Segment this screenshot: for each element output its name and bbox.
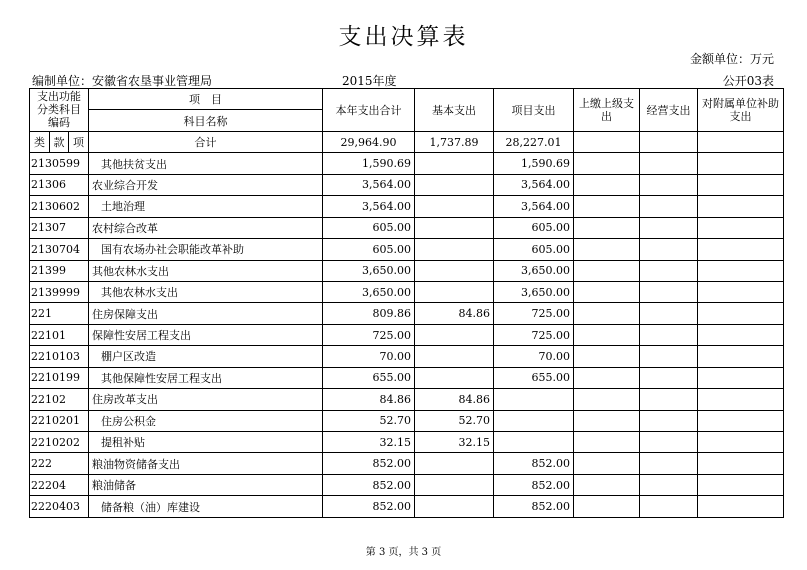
cell-project xyxy=(494,432,574,453)
cell-subsidy xyxy=(698,260,784,281)
subject-code: 221 xyxy=(30,303,89,324)
cell-total: 32.15 xyxy=(323,432,415,453)
cell-total: 605.00 xyxy=(323,217,415,238)
cell-total: 52.70 xyxy=(323,410,415,431)
subject-code: 21306 xyxy=(30,174,89,195)
page-footer: 第 3 页，共 3 页 xyxy=(365,547,442,558)
amount-unit: 金额单位：万元 xyxy=(689,52,774,66)
cell-remit xyxy=(574,453,640,474)
cell-remit xyxy=(574,153,640,174)
cell-project: 605.00 xyxy=(494,217,574,238)
total-project: 28,227.01 xyxy=(494,131,574,152)
cell-remit xyxy=(574,346,640,367)
header-subject-name: 科目名称 xyxy=(89,110,323,131)
header-xiang: 项 xyxy=(69,131,89,152)
subject-name: 住房保障支出 xyxy=(89,303,323,324)
cell-project: 852.00 xyxy=(494,453,574,474)
cell-remit xyxy=(574,474,640,495)
page-title: 支出决算表 xyxy=(338,24,469,50)
subject-name: 储备粮（油）库建设 xyxy=(89,496,323,517)
cell-basic xyxy=(415,217,494,238)
subject-code: 2210202 xyxy=(30,432,89,453)
cell-subsidy xyxy=(698,174,784,195)
subject-code: 2130602 xyxy=(30,196,89,217)
cell-remit xyxy=(574,410,640,431)
cell-total: 725.00 xyxy=(323,324,415,345)
cell-basic xyxy=(415,281,494,302)
cell-business xyxy=(640,196,698,217)
table-row xyxy=(30,217,784,238)
cell-subsidy xyxy=(698,367,784,388)
subject-code: 2210103 xyxy=(30,346,89,367)
cell-total: 3,650.00 xyxy=(323,260,415,281)
cell-project: 852.00 xyxy=(494,474,574,495)
cell-remit xyxy=(574,389,640,410)
cell-business xyxy=(640,367,698,388)
cell-project: 655.00 xyxy=(494,367,574,388)
table-row xyxy=(30,324,784,345)
cell-project: 3,650.00 xyxy=(494,260,574,281)
cell-subsidy xyxy=(698,474,784,495)
subject-code: 21399 xyxy=(30,260,89,281)
table-row xyxy=(30,239,784,260)
table-row xyxy=(30,453,784,474)
cell-remit xyxy=(574,196,640,217)
cell-total: 655.00 xyxy=(323,367,415,388)
cell-total: 84.86 xyxy=(323,389,415,410)
cell-remit xyxy=(574,367,640,388)
total-remit xyxy=(574,131,640,152)
table-row xyxy=(30,346,784,367)
total-label: 合计 xyxy=(89,131,323,152)
cell-total: 1,590.69 xyxy=(323,153,415,174)
table-row xyxy=(30,174,784,195)
cell-basic: 52.70 xyxy=(415,410,494,431)
subject-name: 保障性安居工程支出 xyxy=(89,324,323,345)
cell-basic xyxy=(415,346,494,367)
cell-subsidy xyxy=(698,217,784,238)
cell-basic xyxy=(415,239,494,260)
subject-code: 222 xyxy=(30,453,89,474)
subject-code: 2220403 xyxy=(30,496,89,517)
subject-name: 粮油物资储备支出 xyxy=(89,453,323,474)
cell-business xyxy=(640,410,698,431)
cell-business xyxy=(640,153,698,174)
cell-basic: 84.86 xyxy=(415,303,494,324)
header-lei: 类 xyxy=(30,131,50,152)
table-row xyxy=(30,474,784,495)
cell-remit xyxy=(574,174,640,195)
subject-name: 农村综合改革 xyxy=(89,217,323,238)
table-row xyxy=(30,153,784,174)
cell-business xyxy=(640,217,698,238)
cell-project: 3,564.00 xyxy=(494,174,574,195)
cell-project: 725.00 xyxy=(494,303,574,324)
subject-code: 22204 xyxy=(30,474,89,495)
cell-subsidy xyxy=(698,389,784,410)
cell-project xyxy=(494,410,574,431)
header-basic-exp: 基本支出 xyxy=(415,89,494,132)
cell-subsidy xyxy=(698,239,784,260)
cell-subsidy xyxy=(698,281,784,302)
cell-business xyxy=(640,474,698,495)
cell-basic xyxy=(415,174,494,195)
cell-basic xyxy=(415,367,494,388)
cell-total: 852.00 xyxy=(323,453,415,474)
cell-total: 852.00 xyxy=(323,496,415,517)
table-row xyxy=(30,196,784,217)
cell-remit xyxy=(574,303,640,324)
cell-remit xyxy=(574,281,640,302)
form-code: 公开03表 xyxy=(722,74,774,88)
cell-business xyxy=(640,260,698,281)
header-project-exp: 项目支出 xyxy=(494,89,574,132)
subject-code: 2210201 xyxy=(30,410,89,431)
cell-project: 70.00 xyxy=(494,346,574,367)
subject-name: 棚户区改造 xyxy=(89,346,323,367)
cell-project: 3,564.00 xyxy=(494,196,574,217)
cell-total: 809.86 xyxy=(323,303,415,324)
header-business-exp: 经营支出 xyxy=(640,89,698,132)
cell-business xyxy=(640,324,698,345)
cell-project: 852.00 xyxy=(494,496,574,517)
cell-basic xyxy=(415,453,494,474)
total-subsidy xyxy=(698,131,784,152)
cell-basic xyxy=(415,196,494,217)
cell-business xyxy=(640,174,698,195)
subject-name: 粮油储备 xyxy=(89,474,323,495)
subject-code: 2130704 xyxy=(30,239,89,260)
cell-total: 70.00 xyxy=(323,346,415,367)
cell-total: 605.00 xyxy=(323,239,415,260)
cell-remit xyxy=(574,324,640,345)
subject-code: 2210199 xyxy=(30,367,89,388)
cell-remit xyxy=(574,260,640,281)
cell-basic: 84.86 xyxy=(415,389,494,410)
expenditure-table xyxy=(29,88,784,518)
table-row xyxy=(30,367,784,388)
cell-subsidy xyxy=(698,453,784,474)
header-total-exp: 本年支出合计 xyxy=(323,89,415,132)
subject-name: 其他扶贫支出 xyxy=(89,153,323,174)
cell-basic xyxy=(415,324,494,345)
cell-subsidy xyxy=(698,153,784,174)
table-row xyxy=(30,281,784,302)
subject-name: 其他农林水支出 xyxy=(89,260,323,281)
subject-name: 其他保障性安居工程支出 xyxy=(89,367,323,388)
subject-code: 2130599 xyxy=(30,153,89,174)
total-basic: 1,737.89 xyxy=(415,131,494,152)
org-label: 编制单位：安徽省农垦事业管理局 xyxy=(32,74,213,88)
subject-name: 国有农场办社会职能改革补助 xyxy=(89,239,323,260)
cell-project: 605.00 xyxy=(494,239,574,260)
cell-total: 3,564.00 xyxy=(323,174,415,195)
cell-remit xyxy=(574,496,640,517)
year-label: 2015年度 xyxy=(342,74,397,88)
cell-basic xyxy=(415,496,494,517)
subject-code: 2139999 xyxy=(30,281,89,302)
cell-subsidy xyxy=(698,346,784,367)
total-business xyxy=(640,131,698,152)
cell-business xyxy=(640,239,698,260)
cell-remit xyxy=(574,432,640,453)
subject-name: 住房改革支出 xyxy=(89,389,323,410)
subject-name: 农业综合开发 xyxy=(89,174,323,195)
cell-subsidy xyxy=(698,303,784,324)
cell-project: 1,590.69 xyxy=(494,153,574,174)
cell-project: 3,650.00 xyxy=(494,281,574,302)
cell-project: 725.00 xyxy=(494,324,574,345)
cell-business xyxy=(640,303,698,324)
cell-subsidy xyxy=(698,324,784,345)
cell-total: 3,564.00 xyxy=(323,196,415,217)
cell-remit xyxy=(574,239,640,260)
header-func-class: 支出功能分类科目编码 xyxy=(30,89,89,132)
cell-business xyxy=(640,453,698,474)
subject-code: 22101 xyxy=(30,324,89,345)
subject-code: 22102 xyxy=(30,389,89,410)
subject-name: 土地治理 xyxy=(89,196,323,217)
cell-business xyxy=(640,281,698,302)
cell-business xyxy=(640,389,698,410)
cell-business xyxy=(640,432,698,453)
cell-basic xyxy=(415,153,494,174)
cell-basic xyxy=(415,474,494,495)
cell-business xyxy=(640,346,698,367)
table-row xyxy=(30,260,784,281)
cell-remit xyxy=(574,217,640,238)
subject-name: 提租补贴 xyxy=(89,432,323,453)
cell-subsidy xyxy=(698,496,784,517)
cell-business xyxy=(640,496,698,517)
cell-total: 3,650.00 xyxy=(323,281,415,302)
subject-name: 住房公积金 xyxy=(89,410,323,431)
cell-subsidy xyxy=(698,432,784,453)
cell-subsidy xyxy=(698,196,784,217)
cell-project xyxy=(494,389,574,410)
subject-name: 其他农林水支出 xyxy=(89,281,323,302)
header-subsidy-exp: 对附属单位补助支出 xyxy=(698,89,784,132)
cell-subsidy xyxy=(698,410,784,431)
header-item: 项 目 xyxy=(89,89,323,110)
cell-basic xyxy=(415,260,494,281)
table-row xyxy=(30,432,784,453)
table-row xyxy=(30,389,784,410)
subject-code: 21307 xyxy=(30,217,89,238)
header-kuan: 款 xyxy=(50,131,69,152)
header-remit-exp: 上缴上级支出 xyxy=(574,89,640,132)
table-row xyxy=(30,410,784,431)
table-row xyxy=(30,496,784,517)
table-row xyxy=(30,303,784,324)
cell-basic: 32.15 xyxy=(415,432,494,453)
total-total: 29,964.90 xyxy=(323,131,415,152)
cell-total: 852.00 xyxy=(323,474,415,495)
